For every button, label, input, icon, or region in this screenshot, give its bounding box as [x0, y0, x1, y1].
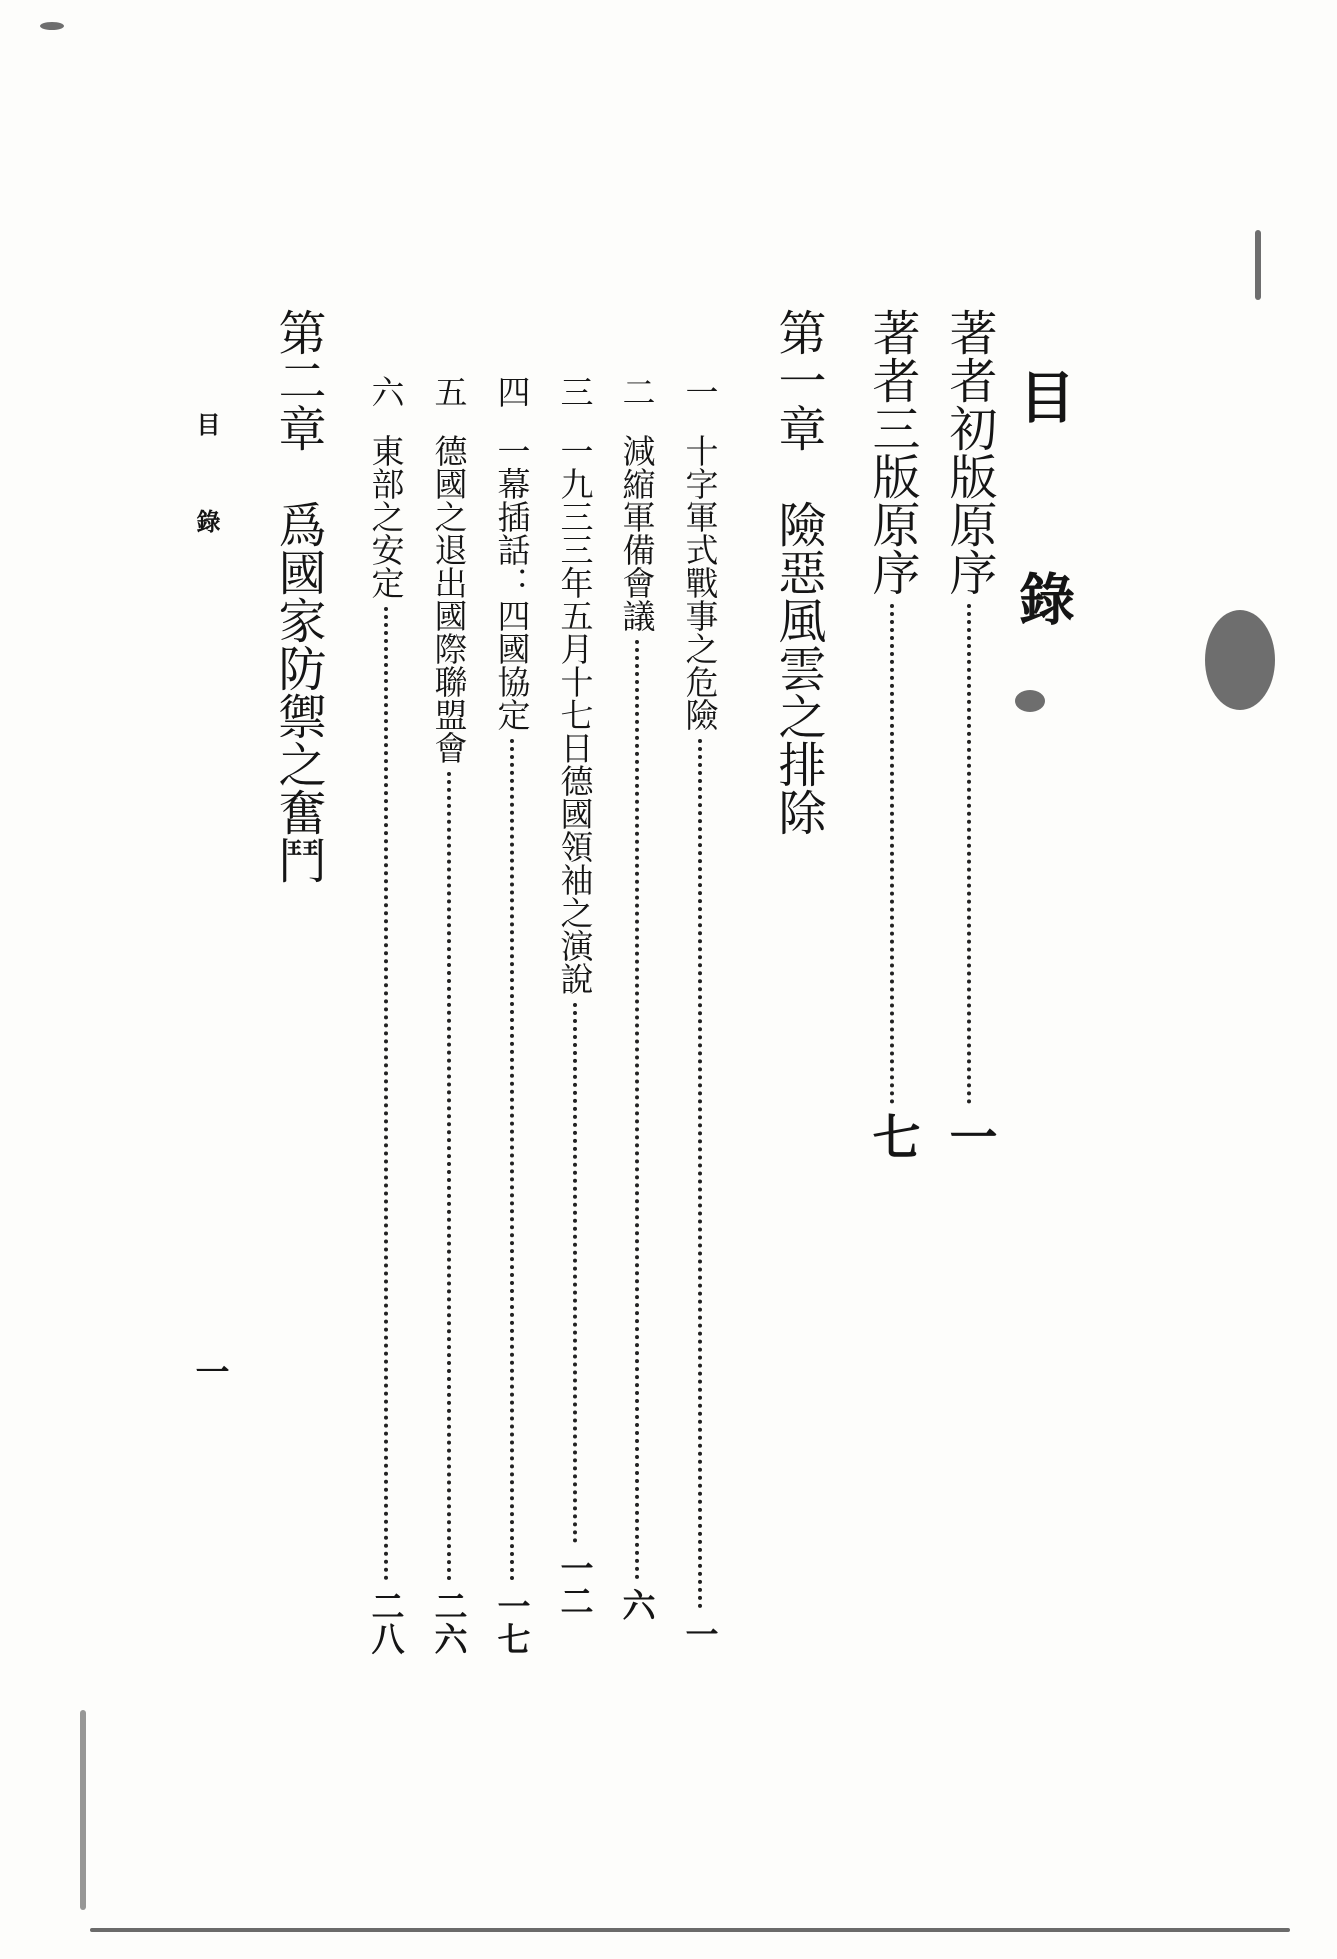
ink-smudge [1205, 610, 1275, 710]
ink-smudge [1015, 690, 1045, 712]
toc-entry-page: 一 [941, 1112, 997, 1160]
toc-section-3[interactable] [553, 375, 597, 1655]
page-number: 一 [189, 1354, 229, 1388]
toc-entry-preface-first[interactable] [939, 308, 999, 1648]
toc-entry-label: 著者初版原序 [941, 308, 997, 596]
toc-section-1[interactable] [678, 375, 722, 1655]
chapter-heading: 第二章 爲國家防禦之奮鬥 [270, 308, 326, 884]
section-page: 一七 [492, 1589, 532, 1655]
toc-entry-preface-third[interactable] [862, 308, 922, 1648]
toc-section-4[interactable] [490, 375, 534, 1655]
running-head: 目 錄 [192, 412, 221, 555]
section-number: 四 [492, 375, 532, 408]
toc-section-2[interactable] [615, 375, 659, 1655]
section-label: 一幕插話：四國協定 [492, 434, 532, 731]
section-label: 東部之安定 [366, 434, 406, 599]
section-label: 一九三三年五月十七日德國領袖之演說 [555, 434, 595, 995]
section-page: 一二 [555, 1551, 595, 1617]
section-number: 六 [366, 375, 406, 408]
section-page: 六 [617, 1588, 657, 1621]
section-number: 二 [617, 375, 657, 408]
ink-smudge [1255, 230, 1261, 300]
toc-chapter-1[interactable] [768, 308, 828, 836]
section-label: 德國之退出國際聯盟會 [429, 434, 469, 764]
chapter-heading: 第一章 險惡風雲之排除 [770, 308, 826, 836]
section-number: 一 [680, 375, 720, 408]
section-page: 二八 [366, 1589, 406, 1655]
leader-dots [510, 739, 514, 1581]
section-label: 減縮軍備會議 [617, 434, 657, 632]
leader-dots [698, 739, 702, 1609]
ink-smudge [40, 22, 64, 30]
toc-entry-label: 著者三版原序 [864, 308, 920, 596]
section-page: 一 [680, 1617, 720, 1650]
leader-dots [573, 1003, 577, 1543]
toc-section-6[interactable] [364, 375, 408, 1655]
section-number: 三 [555, 375, 595, 408]
page-title: 目 錄 [1010, 368, 1076, 666]
leader-dots [447, 772, 451, 1581]
section-number: 五 [429, 375, 469, 408]
leader-dots [890, 604, 894, 1104]
leader-dots [967, 604, 971, 1104]
toc-section-5[interactable] [427, 375, 471, 1655]
toc-chapter-2[interactable] [268, 308, 328, 884]
leader-dots [384, 607, 388, 1581]
section-page: 二六 [429, 1589, 469, 1655]
page-edge-shadow-left [80, 1710, 86, 1910]
toc-entry-page: 七 [864, 1112, 920, 1160]
page-edge-shadow [90, 1928, 1290, 1932]
section-label: 十字軍式戰事之危險 [680, 434, 720, 731]
leader-dots [635, 640, 639, 1580]
